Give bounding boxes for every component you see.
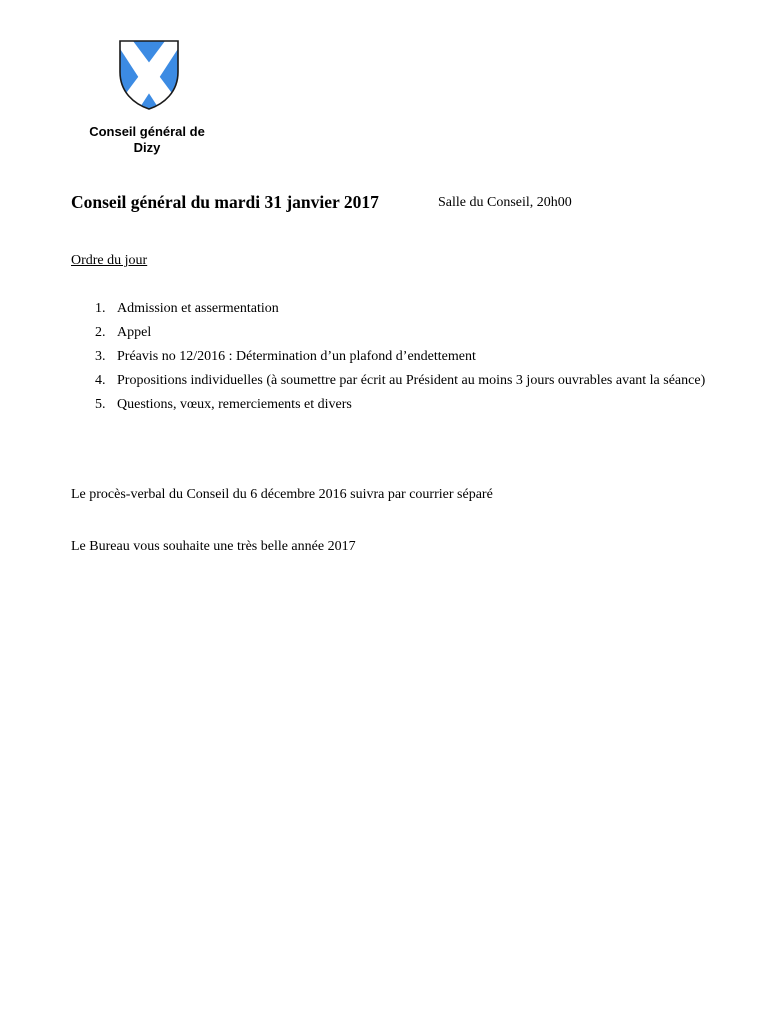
minutes-note: Le procès-verbal du Conseil du 6 décembre 2016 suivra par courrier séparé [71, 487, 493, 502]
agenda-item-number: 5. [95, 397, 106, 412]
agenda-item [95, 348, 715, 365]
organization-name-line2: Dizy [133, 140, 161, 155]
meeting-location: Salle du Conseil, 20h00 [438, 195, 572, 210]
organization-name [72, 124, 222, 156]
agenda-item-number: 3. [95, 349, 106, 364]
agenda-list [95, 300, 715, 420]
meeting-title: Conseil général du mardi 31 janvier 2017 [71, 192, 379, 212]
agenda-item-number: 2. [95, 325, 106, 340]
agenda-item-text: Préavis no 12/2016 : Détermination d’un plafond d’endettement [117, 349, 476, 364]
agenda-item [95, 324, 715, 341]
agenda-item-text: Admission et assermentation [117, 301, 279, 316]
agenda-heading: Ordre du jour [71, 253, 148, 268]
agenda-item-text: Questions, vœux, remerciements et divers [117, 397, 352, 412]
new-year-greeting: Le Bureau vous souhaite une très belle année 2017 [71, 539, 356, 554]
agenda-item [95, 396, 715, 413]
agenda-item-text: Propositions individuelles (à soumettre par écrit au Président au moins 3 jours ouvrables avant la séance) [117, 373, 706, 388]
organization-name-line1: Conseil général de [89, 124, 205, 139]
agenda-item-number: 4. [95, 373, 106, 388]
agenda-item-text: Appel [117, 325, 152, 340]
agenda-item-number: 1. [95, 301, 106, 316]
coat-of-arms-icon [117, 38, 181, 112]
agenda-item [95, 300, 715, 317]
agenda-item [95, 372, 715, 389]
